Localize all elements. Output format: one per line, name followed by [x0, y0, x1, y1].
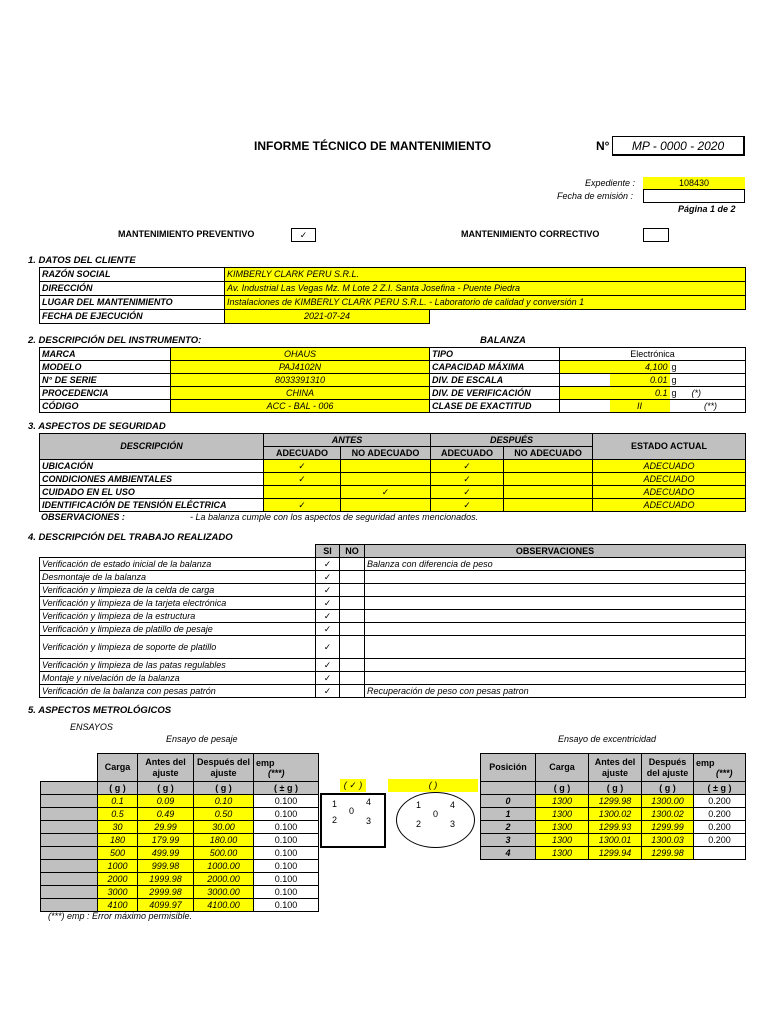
table-cell: [365, 571, 746, 584]
table-row: [41, 821, 319, 834]
table-row: [40, 499, 746, 512]
position-label: 1: [332, 799, 338, 809]
table-cell: Montaje y nivelación de la balanza: [40, 672, 316, 685]
report-number: MP - 0000 - 2020: [631, 139, 725, 153]
table-row: [40, 659, 746, 672]
table-row: [40, 584, 746, 597]
table-cell: [365, 623, 746, 636]
table-cell: [340, 610, 365, 623]
cliente-value: 2021-07-24: [225, 310, 430, 324]
excentricidad-title: Ensayo de excentricidad: [558, 734, 657, 744]
table-cell: 3000.00: [194, 886, 254, 899]
table-row: [41, 873, 319, 886]
table-cell: 999.98: [138, 860, 194, 873]
position-label: 3: [366, 816, 372, 826]
table-cell: 0.100: [254, 847, 319, 860]
pesaje-title: Ensayo de pesaje: [166, 734, 238, 744]
observaciones-value: - La balanza cumple con los aspectos de seguridad antes mencionados.: [190, 512, 479, 522]
table-cell: NO: [340, 545, 365, 558]
table-cell: CAPACIDAD MÁXIMA: [430, 361, 560, 374]
cliente-label: LUGAR DEL MANTENIMIENTO: [40, 296, 225, 310]
table-cell: 1300: [536, 847, 589, 860]
table-cell: ✓: [264, 473, 341, 486]
table-cell: 2999.98: [138, 886, 194, 899]
table-cell: 1300: [536, 834, 589, 847]
table-cell: g: [670, 374, 746, 387]
position-label: 2: [416, 819, 422, 829]
table-cell: 500: [98, 847, 138, 860]
table-cell: [365, 672, 746, 685]
table-cell: [340, 685, 365, 698]
table-cell: CUIDADO EN EL USO: [40, 486, 264, 499]
table-row: [481, 808, 746, 821]
table-cell: Verificación de estado inicial de la balanza: [40, 558, 316, 571]
table-cell: 4: [481, 847, 536, 860]
correctivo-label: MANTENIMIENTO CORRECTIVO: [461, 229, 600, 239]
table-row: [41, 899, 319, 912]
table-row: [481, 834, 746, 847]
table-cell: Verificación y limpieza de soporte de platillo: [40, 636, 316, 659]
table-cell: g: [671, 387, 677, 398]
table-cell: [340, 558, 365, 571]
report-number-label: N°: [596, 139, 610, 153]
table-cell: 4100: [98, 899, 138, 912]
table-cell: [341, 499, 431, 512]
table-cell: ✓: [316, 597, 340, 610]
table-cell: 1299.99: [642, 821, 694, 834]
table-cell: ADECUADO: [593, 486, 746, 499]
table-row: [41, 886, 319, 899]
section-metrologicos: 5. ASPECTOS METROLÓGICOS: [28, 705, 172, 716]
table-cell: 1: [481, 808, 536, 821]
table-cell: 1300.00: [642, 795, 694, 808]
section-instrumento: 2. DESCRIPCIÓN DEL INSTRUMENTO:: [28, 335, 202, 346]
expediente-label: Expediente :: [585, 178, 636, 188]
table-cell: [340, 571, 365, 584]
table-cell: ADECUADO: [593, 473, 746, 486]
table-cell: 0.50: [194, 808, 254, 821]
table-cell: ✓: [341, 486, 431, 499]
table-cell: Antes del ajuste: [589, 754, 642, 782]
table-cell: [365, 610, 746, 623]
table-cell: 0.49: [138, 808, 194, 821]
table-cell: Después del ajuste: [194, 754, 254, 782]
header-antes: ANTES: [264, 434, 431, 447]
excentricidad-table: [480, 753, 746, 860]
position-label: 1: [416, 800, 422, 810]
table-cell: ✓: [431, 486, 504, 499]
table-cell: [504, 486, 593, 499]
table-row: [481, 821, 746, 834]
table-row: [40, 558, 746, 571]
table-row: [40, 636, 746, 659]
table-row: [40, 610, 746, 623]
table-cell: [694, 847, 746, 860]
table-cell: CÓDIGO: [40, 400, 171, 413]
position-label: 0: [433, 809, 439, 819]
table-cell: ( g ): [536, 782, 589, 795]
table-row: [40, 460, 746, 473]
table-cell: Verificación y limpieza de las patas regulables: [40, 659, 316, 672]
table-cell: [340, 672, 365, 685]
table-cell: 0: [481, 795, 536, 808]
table-cell: [340, 623, 365, 636]
table-cell: 1299.94: [589, 847, 642, 860]
table-cell: [504, 473, 593, 486]
table-row: [41, 834, 319, 847]
table-cell: 0.100: [254, 886, 319, 899]
table-cell: ✓: [316, 636, 340, 659]
seguridad-table: [39, 433, 746, 512]
check-icon: ✓: [299, 230, 308, 240]
table-cell: 3: [481, 834, 536, 847]
table-cell: 1999.98: [138, 873, 194, 886]
preventivo-label: MANTENIMIENTO PREVENTIVO: [118, 229, 255, 239]
table-cell: [504, 460, 593, 473]
table-cell: 4100.00: [194, 899, 254, 912]
table-cell: 1300.03: [642, 834, 694, 847]
table-cell: Antes del ajuste: [138, 754, 194, 782]
table-cell: 180.00: [194, 834, 254, 847]
table-cell: ✓: [431, 499, 504, 512]
table-cell: [264, 486, 341, 499]
table-cell: Después del ajuste: [642, 754, 694, 782]
table-row: [41, 795, 319, 808]
observaciones-label: OBSERVACIONES :: [41, 512, 125, 522]
table-cell: Carga: [536, 754, 589, 782]
table-cell: TIPO: [430, 348, 560, 361]
table-cell: Verificación y limpieza de platillo de pesaje: [40, 623, 316, 636]
table-cell: ✓: [264, 499, 341, 512]
table-cell: 499.99: [138, 847, 194, 860]
table-cell: 1299.98: [589, 795, 642, 808]
table-cell: 180: [98, 834, 138, 847]
table-cell: Verificación y limpieza de la celda de carga: [40, 584, 316, 597]
table-cell: MARCA: [40, 348, 171, 361]
table-cell: ADECUADO: [593, 460, 746, 473]
table-cell: Recuperación de peso con pesas patron: [365, 685, 746, 698]
table-cell: 4099.97: [138, 899, 194, 912]
table-cell: DIV. DE ESCALA: [430, 374, 560, 387]
table-cell: 29.99: [138, 821, 194, 834]
table-cell: g: [670, 361, 746, 374]
table-cell: ( g ): [589, 782, 642, 795]
table-cell: ✓: [316, 610, 340, 623]
table-cell: [365, 597, 746, 610]
cliente-value: Instalaciones de KIMBERLY CLARK PERU S.R.L. - Laboratorio de calidad y conversión 1: [225, 296, 746, 310]
table-cell: (***): [716, 767, 733, 778]
cliente-table: [39, 267, 746, 324]
position-label: 4: [450, 800, 456, 810]
table-cell: ✓: [316, 659, 340, 672]
expediente-value: 108430: [643, 177, 745, 189]
table-cell: PAJ4102N: [171, 361, 430, 374]
table-cell: 500.00: [194, 847, 254, 860]
table-cell: 0.01: [610, 374, 670, 387]
fecha-emision-value: [643, 189, 745, 203]
table-cell: UBICACIÓN: [40, 460, 264, 473]
table-cell: DIV. DE VERIFICACIÓN: [430, 387, 560, 400]
table-cell: 1300.02: [589, 808, 642, 821]
table-cell: Verificación y limpieza de la tarjeta electrónica: [40, 597, 316, 610]
table-cell: 1299.93: [589, 821, 642, 834]
table-cell: MODELO: [40, 361, 171, 374]
table-cell: IDENTIFICACIÓN DE TENSIÓN ELÉCTRICA: [40, 499, 264, 512]
page-indicator: Página 1 de 2: [678, 204, 736, 214]
table-row: [40, 486, 746, 499]
cliente-label: FECHA DE EJECUCIÓN: [40, 310, 225, 324]
instrumento-table: [39, 347, 746, 413]
table-row: [41, 847, 319, 860]
section-cliente: 1. DATOS DEL CLIENTE: [28, 255, 136, 266]
table-cell: 0.200: [694, 821, 746, 834]
table-row: [40, 685, 746, 698]
table-cell: (***): [268, 767, 285, 778]
ensayos-label: ENSAYOS: [70, 722, 113, 732]
table-cell: ( g ): [194, 782, 254, 795]
table-cell: OHAUS: [171, 348, 430, 361]
table-cell: 1299.98: [642, 847, 694, 860]
table-cell: Desmontaje de la balanza: [40, 571, 316, 584]
report-number-box: [612, 136, 745, 156]
table-cell: (**): [670, 400, 746, 413]
table-cell: Electrónica: [560, 348, 746, 361]
table-cell: 0.100: [254, 808, 319, 821]
table-cell: ✓: [316, 623, 340, 636]
table-cell: SI: [316, 545, 340, 558]
table-cell: 0.200: [694, 808, 746, 821]
table-cell: ADECUADO: [593, 499, 746, 512]
header-estado: ESTADO ACTUAL: [593, 434, 746, 460]
fecha-emision-label: Fecha de emisión :: [557, 191, 634, 201]
table-cell: Balanza con diferencia de peso: [365, 558, 746, 571]
table-cell: (*): [691, 387, 702, 398]
table-cell: 1000: [98, 860, 138, 873]
table-cell: ( g ): [138, 782, 194, 795]
table-cell: 2000.00: [194, 873, 254, 886]
table-cell: 1300.01: [589, 834, 642, 847]
position-label: 2: [332, 815, 338, 825]
cliente-value: Av. Industrial Las Vegas Mz. M Lote 2 Z.I. Santa Josefina - Puente Piedra: [225, 282, 746, 296]
round-plate-check: ( ): [388, 779, 478, 792]
table-row: [41, 860, 319, 873]
table-cell: 0.100: [254, 860, 319, 873]
header-descripcion: DESCRIPCIÓN: [40, 434, 264, 460]
table-cell: ✓: [316, 685, 340, 698]
table-cell: ✓: [316, 571, 340, 584]
table-cell: [341, 473, 431, 486]
trabajo-table: [39, 544, 746, 698]
table-cell: 0.5: [98, 808, 138, 821]
table-cell: 1300: [536, 821, 589, 834]
table-cell: [340, 597, 365, 610]
table-cell: 8033391310: [171, 374, 430, 387]
table-cell: emp: [696, 757, 715, 768]
table-cell: [340, 636, 365, 659]
table-cell: 30: [98, 821, 138, 834]
table-cell: II: [610, 400, 670, 413]
table-cell: N° DE SERIE: [40, 374, 171, 387]
table-cell: ACC - BAL - 006: [171, 400, 430, 413]
section-trabajo: 4. DESCRIPCIÓN DEL TRABAJO REALIZADO: [28, 532, 233, 543]
table-cell: 0.100: [254, 899, 319, 912]
table-cell: [365, 584, 746, 597]
table-cell: 1000.00: [194, 860, 254, 873]
table-cell: 1300.02: [642, 808, 694, 821]
table-cell: 0.100: [254, 834, 319, 847]
correctivo-checkbox: [643, 228, 669, 242]
square-plate-diagram: [320, 793, 386, 848]
square-plate-check: ( ✓ ): [340, 779, 366, 792]
table-row: [40, 597, 746, 610]
table-cell: OBSERVACIONES: [365, 545, 746, 558]
cliente-value: KIMBERLY CLARK PERU S.R.L.: [225, 268, 746, 282]
table-row: [41, 808, 319, 821]
table-cell: ✓: [431, 473, 504, 486]
table-cell: 0.100: [254, 821, 319, 834]
section-seguridad: 3. ASPECTOS DE SEGURIDAD: [28, 421, 166, 432]
table-cell: [340, 584, 365, 597]
table-cell: ( g ): [642, 782, 694, 795]
table-cell: [504, 499, 593, 512]
table-cell: NO ADECUADO: [341, 447, 431, 460]
table-cell: 30.00: [194, 821, 254, 834]
table-cell: 0.100: [254, 873, 319, 886]
round-plate-diagram: [396, 792, 475, 848]
table-row: [40, 623, 746, 636]
cliente-label: RAZÓN SOCIAL: [40, 268, 225, 282]
table-cell: 0.200: [694, 795, 746, 808]
header-despues: DESPUÉS: [431, 434, 593, 447]
table-cell: CHINA: [171, 387, 430, 400]
table-cell: 1300: [536, 808, 589, 821]
instrument-name: BALANZA: [480, 335, 526, 346]
table-cell: Carga: [98, 754, 138, 782]
table-cell: [341, 460, 431, 473]
table-cell: CONDICIONES AMBIENTALES: [40, 473, 264, 486]
table-cell: 0.1: [610, 387, 670, 400]
position-label: 0: [349, 806, 355, 816]
table-cell: ✓: [316, 672, 340, 685]
table-cell: PROCEDENCIA: [40, 387, 171, 400]
table-cell: ADECUADO: [431, 447, 504, 460]
table-cell: 0.1: [98, 795, 138, 808]
table-row: [481, 847, 746, 860]
table-row: [481, 795, 746, 808]
position-label: 4: [366, 797, 372, 807]
table-cell: ✓: [316, 558, 340, 571]
table-cell: ✓: [431, 460, 504, 473]
position-label: 3: [450, 819, 456, 829]
table-cell: 3000: [98, 886, 138, 899]
report-title: INFORME TÉCNICO DE MANTENIMIENTO: [254, 139, 492, 153]
table-cell: ( g ): [98, 782, 138, 795]
table-row: [40, 473, 746, 486]
table-cell: Posición: [481, 754, 536, 782]
table-cell: [365, 636, 746, 659]
table-cell: 2: [481, 821, 536, 834]
table-cell: ( ± g ): [254, 782, 319, 795]
table-cell: 0.09: [138, 795, 194, 808]
table-row: [40, 672, 746, 685]
table-cell: ✓: [264, 460, 341, 473]
table-cell: 0.10: [194, 795, 254, 808]
table-cell: 1300: [536, 795, 589, 808]
table-cell: NO ADECUADO: [504, 447, 593, 460]
table-cell: 0.200: [694, 834, 746, 847]
table-cell: Verificación de la balanza con pesas patrón: [40, 685, 316, 698]
table-cell: ✓: [316, 584, 340, 597]
table-cell: 4,100: [610, 361, 670, 374]
table-cell: [365, 659, 746, 672]
table-cell: 179.99: [138, 834, 194, 847]
table-cell: CLASE DE EXACTITUD: [430, 400, 560, 413]
footnote-emp: (***) emp : Error máximo permisible.: [48, 911, 193, 921]
table-cell: ADECUADO: [264, 447, 341, 460]
table-cell: 2000: [98, 873, 138, 886]
pesaje-table: [40, 753, 319, 912]
cliente-label: DIRECCIÓN: [40, 282, 225, 296]
table-cell: 0.100: [254, 795, 319, 808]
preventivo-checkbox: [291, 228, 316, 242]
table-row: [40, 571, 746, 584]
table-cell: [340, 659, 365, 672]
table-cell: Verificación y limpieza de la estructura: [40, 610, 316, 623]
table-cell: ( ± g ): [694, 782, 746, 795]
table-cell: emp: [256, 757, 275, 768]
